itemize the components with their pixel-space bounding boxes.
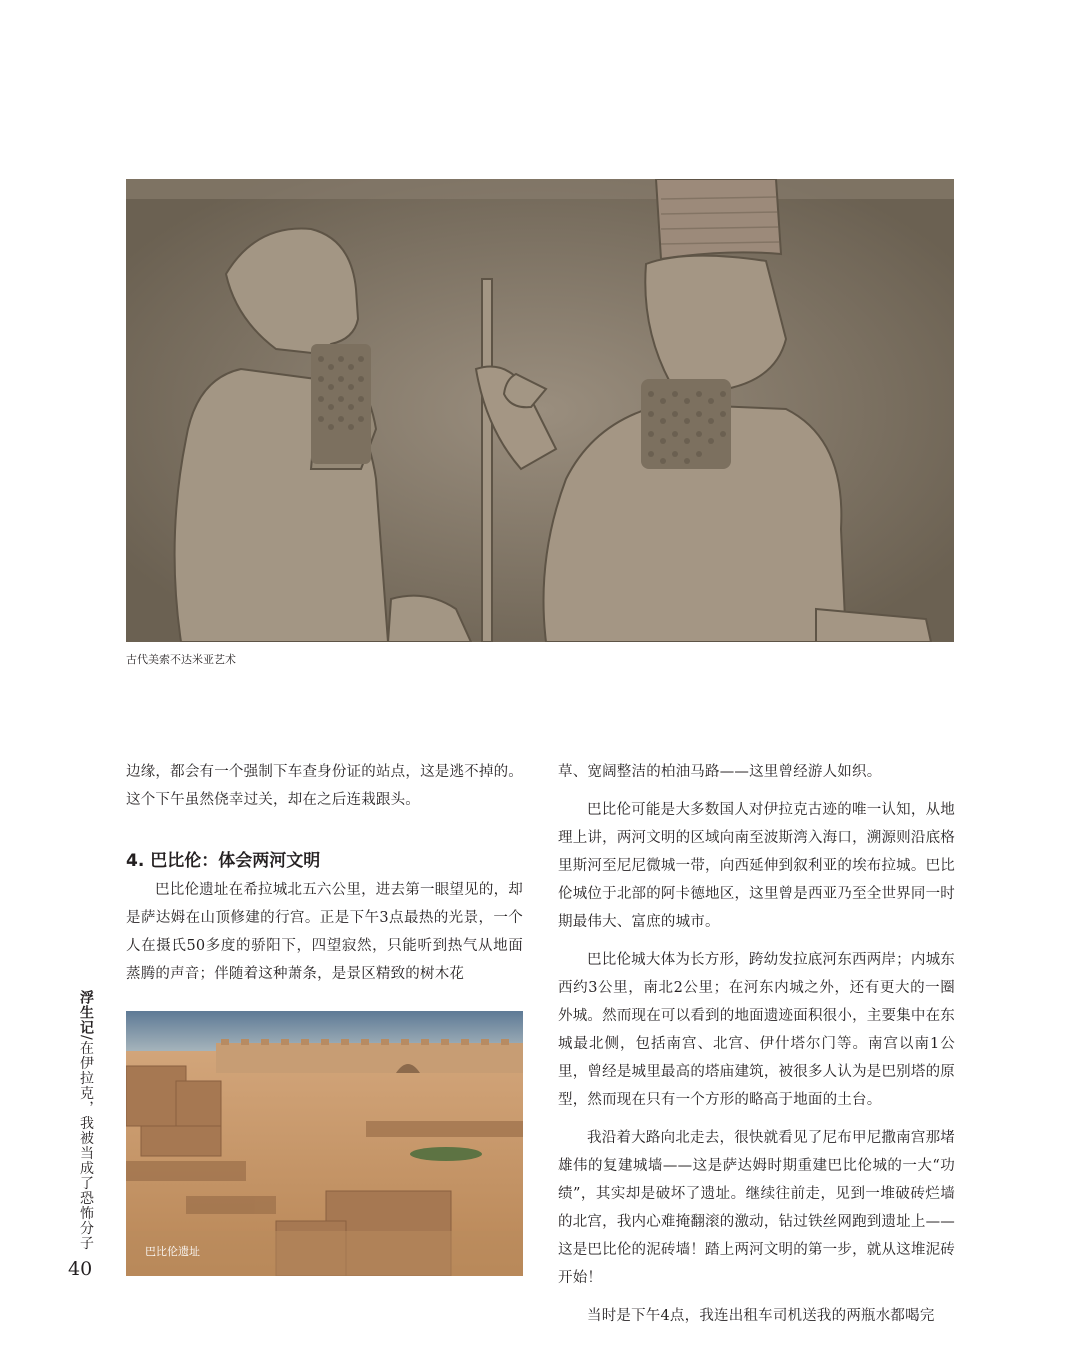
babylon-ruins-photo xyxy=(126,1011,523,1276)
right-column-text xyxy=(558,758,955,1330)
ruins-illustration xyxy=(126,1011,523,1276)
right-paragraph-1: 草、宽阔整洁的柏油马路——这里曾经游人如织。 xyxy=(558,764,882,780)
intro-paragraph: 边缘，都会有一个强制下车查身份证的站点，这是逃不掉的。这个下午虽然侥幸过关，却在之后连栽跟头。 xyxy=(126,764,523,808)
relief-illustration xyxy=(126,179,954,642)
left-body-text xyxy=(126,876,523,988)
babylon-image-caption: 巴比伦遗址 xyxy=(145,1245,200,1258)
right-paragraph-4: 我沿着大路向北走去，很快就看见了尼布甲尼撒南宫那堵雄伟的复建城墙——这是萨达姆时期重建巴比伦城的一大“功绩”，其实却是破坏了遗址。继续往前走，见到一堆破砖烂墙的北宫，我内心难掩翻滚的激动，钻过铁丝网跑到遗址上——这是巴比伦的泥砖墙！踏上两河文明的第一步，就从这堆泥砖开始！ xyxy=(558,1130,955,1286)
right-paragraph-2: 巴比伦可能是大多数国人对伊拉克古迹的唯一认知，从地理上讲，两河文明的区域向南至波斯湾入海口，溯源则沿底格里斯河至尼尼微城一带，向西延伸到叙利亚的埃布拉城。巴比伦城位于北部的阿卡德地区，这里曾是西亚乃至全世界同一时期最伟大、富庶的城市。 xyxy=(558,802,955,930)
section-heading: 4. 巴比伦：体会两河文明 xyxy=(126,851,321,871)
running-head-title: 在伊拉克，我被当成了恐怖分子 xyxy=(78,1040,94,1251)
running-head xyxy=(66,990,96,1251)
right-paragraph-3: 巴比伦城大体为长方形，跨幼发拉底河东西两岸；内城东西约3公里，南北2公里；在河东内城之外，还有更大的一圈外城。然而现在可以看到的地面遗迹面积很小，主要集中在东城最北侧，包括南宫、北宫、伊什塔尔门等。南宫以南1公里，曾经是城里最高的塔庙建筑，被很多人认为是巴别塔的原型，然而现在只有一个方形的略高于地面的土台。 xyxy=(558,952,955,1108)
left-intro-text xyxy=(126,758,523,814)
running-head-separator: / xyxy=(78,1035,94,1041)
page-number: 40 xyxy=(68,1258,93,1280)
right-paragraph-5: 当时是下午4点，我连出租车司机送我的两瓶水都喝完 xyxy=(587,1308,935,1324)
top-image-caption: 古代美索不达米亚艺术 xyxy=(126,653,236,666)
babylon-paragraph: 巴比伦遗址在希拉城北五六公里，进去第一眼望见的，却是萨达姆在山顶修建的行宫。正是下午3点最热的光景，一个人在摄氏50多度的骄阳下，四望寂然，只能听到热气从地面蒸腾的声音；伴随着这种萧条，是景区精致的树木花 xyxy=(126,882,523,982)
assyrian-relief-photo xyxy=(126,179,954,642)
running-head-brand: 浮生记 xyxy=(78,990,94,1035)
